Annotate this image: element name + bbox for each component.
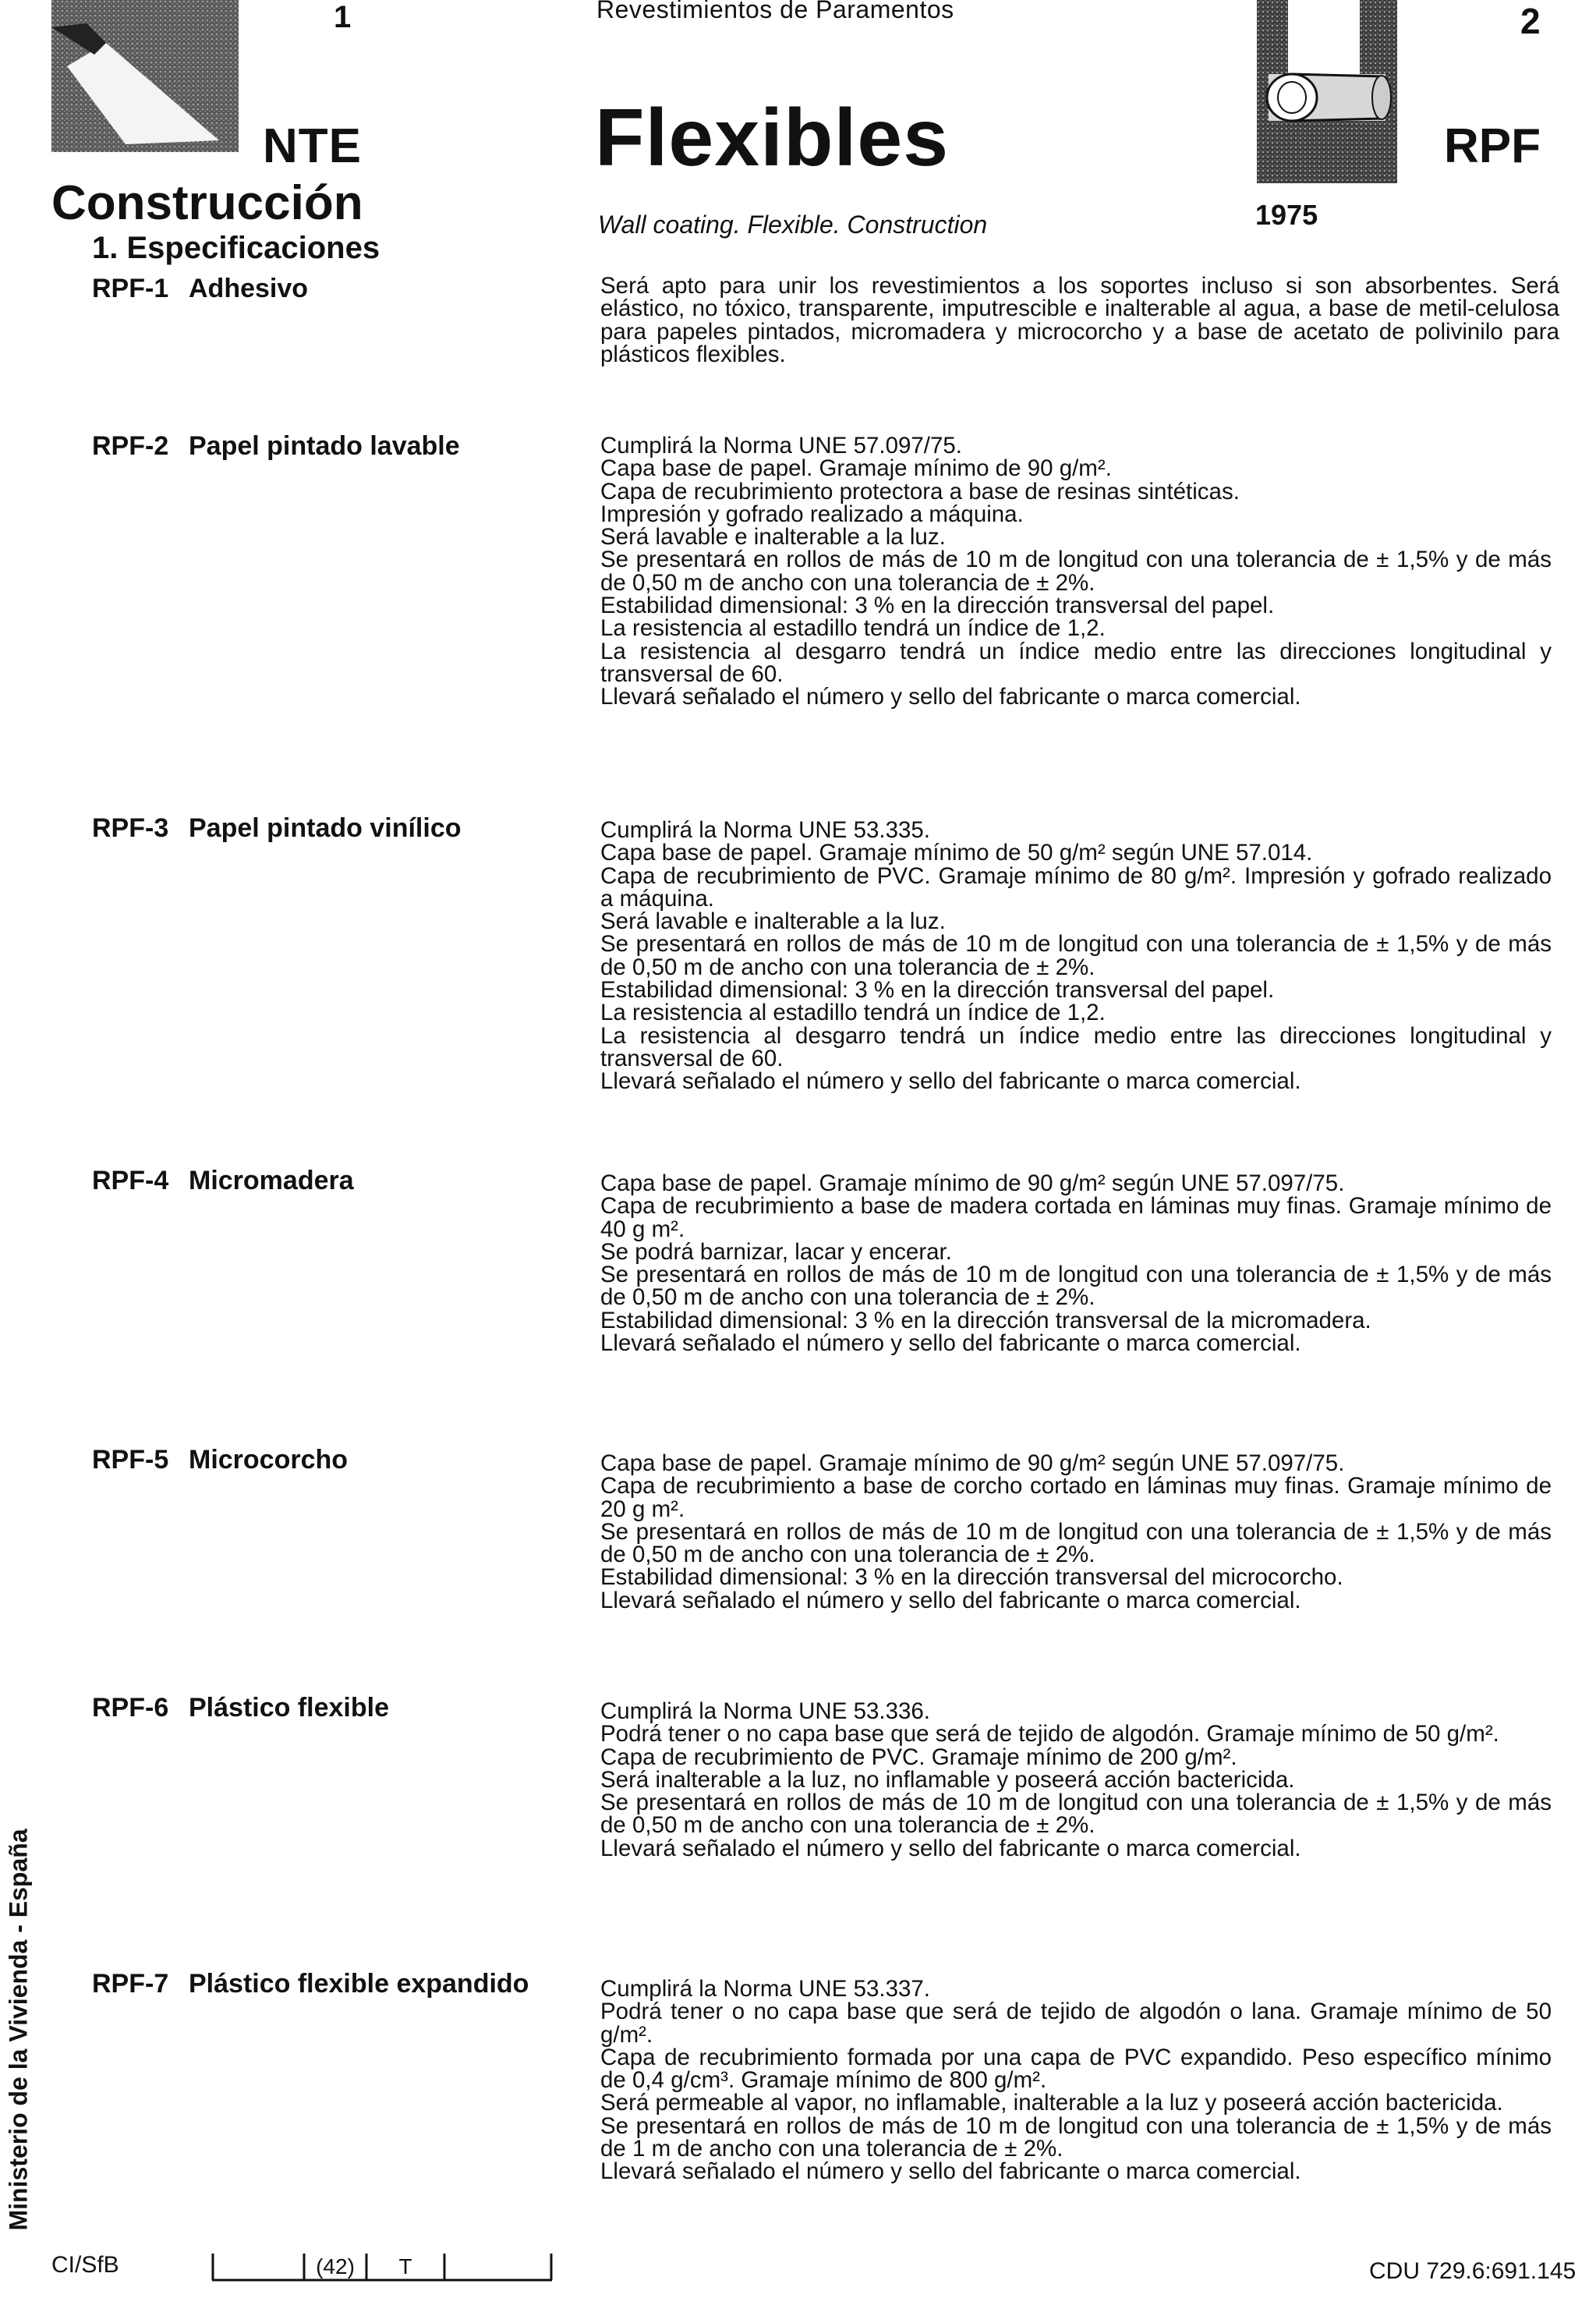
- spec-code: RPF-6: [92, 1693, 169, 1723]
- spec-line: Llevará señalado el número y sello del fabricante o marca comercial.: [600, 684, 1301, 710]
- spec-name: Plástico flexible expandido: [189, 1969, 529, 1999]
- nte-trowel-logo: [51, 0, 239, 152]
- spec-line: Capa base de papel. Gramaje mínimo de 90 g/m².: [600, 455, 1112, 482]
- spec-line: Podrá tener o no capa base que será de tejido de algodón. Gramaje mínimo de 50 g/m².: [600, 1721, 1499, 1747]
- spec-line: Cumplirá la Norma UNE 53.336.: [600, 1698, 930, 1724]
- cisfb-label: CI/SfB: [51, 2252, 119, 2278]
- spec-line: Será permeable al vapor, no inflamable, inalterable a la luz y poseerá acción bactericida.: [600, 2090, 1503, 2116]
- english-subtitle: Wall coating. Flexible. Construction: [598, 211, 988, 239]
- spec-code: RPF-3: [92, 813, 169, 843]
- spec-line: Impresión y gofrado realizado a máquina.: [600, 501, 1024, 527]
- spec-line: Podrá tener o no capa base que será de tejido de algodón o lana. Gramaje mínimo de 50 g/m².: [600, 1999, 1552, 2048]
- spec-line: Cumplirá la Norma UNE 57.097/75.: [600, 433, 963, 459]
- spec-body: [600, 1700, 1552, 1860]
- spec-name: Adhesivo: [189, 274, 309, 303]
- spec-line: La resistencia al desgarro tendrá un índice medio entre las direcciones longitudinal y transversal de 60.: [600, 1022, 1552, 1071]
- page-number-right: 2: [1520, 1, 1541, 41]
- spec-line: La resistencia al estadillo tendrá un índice de 1,2.: [600, 1000, 1106, 1026]
- spec-line: Se presentará en rollos de más de 10 m de longitud con una tolerancia de ± 1,5% y de más de 0,50 m de ancho con una tolerancia de ± 2%.: [600, 1518, 1552, 1568]
- spec-line: La resistencia al estadillo tendrá un índice de 1,2.: [600, 615, 1106, 642]
- spec-line: Capa base de papel. Gramaje mínimo de 90 g/m² según UNE 57.097/75.: [600, 1170, 1345, 1196]
- spec-name: Micromadera: [189, 1166, 354, 1195]
- document-code: RPF: [1444, 119, 1541, 173]
- document-year: 1975: [1255, 199, 1318, 231]
- spec-line: Llevará señalado el número y sello del fabricante o marca comercial.: [600, 1835, 1301, 1861]
- spec-line: Capa de recubrimiento a base de madera cortada en láminas muy finas. Gramaje mínimo de 40 g m².: [600, 1193, 1552, 1242]
- spec-line: Se presentará en rollos de más de 10 m de longitud con una tolerancia de ± 1,5% y de más de 0,50 m de ancho con una tolerancia de ± 2%.: [600, 547, 1552, 596]
- spec-line: Se presentará en rollos de más de 10 m de longitud con una tolerancia de ± 1,5% y de más de 1 m de ancho con una tolerancia de ± 2%.: [600, 2112, 1552, 2162]
- document-subject: Revestimientos de Paramentos: [596, 0, 954, 23]
- page-number-left: 1: [334, 0, 352, 34]
- section-heading: 1. Especificaciones: [92, 231, 380, 265]
- spec-name: Microcorcho: [189, 1445, 349, 1475]
- spec-body: [600, 819, 1552, 1093]
- spec-line: Capa de recubrimiento a base de corcho cortado en láminas muy finas. Gramaje mínimo de 20 g m².: [600, 1473, 1552, 1522]
- construccion-label: Construcción: [51, 176, 363, 230]
- spec-body: [600, 1452, 1552, 1612]
- cisfb-code-42: (42): [316, 2254, 355, 2279]
- spec-name: Papel pintado lavable: [189, 431, 460, 461]
- cdu-code: CDU 729.6:691.145: [1369, 2258, 1577, 2284]
- spec-line: Capa base de papel. Gramaje mínimo de 90 g/m² según UNE 57.097/75.: [600, 1450, 1345, 1476]
- spec-line: La resistencia al desgarro tendrá un índice medio entre las direcciones longitudinal y transversal de 60.: [600, 638, 1552, 687]
- spec-name: Plástico flexible: [189, 1693, 389, 1723]
- spec-line: Llevará señalado el número y sello del fabricante o marca comercial.: [600, 1330, 1301, 1357]
- spec-line: Capa de recubrimiento de PVC. Gramaje mínimo de 200 g/m².: [600, 1744, 1237, 1770]
- spec-code: RPF-5: [92, 1445, 169, 1475]
- spec-code: RPF-2: [92, 431, 169, 461]
- spec-line: Capa base de papel. Gramaje mínimo de 50 g/m² según UNE 57.014.: [600, 840, 1313, 866]
- ministry-side-label: Ministerio de la Vivienda - España: [4, 1829, 33, 2231]
- spec-body: [600, 274, 1559, 366]
- spec-code: RPF-4: [92, 1166, 169, 1195]
- spec-line: Se presentará en rollos de más de 10 m de longitud con una tolerancia de ± 1,5% y de más de 0,50 m de ancho con una tolerancia de ± 2%.: [600, 931, 1552, 980]
- spec-line: Se presentará en rollos de más de 10 m de longitud con una tolerancia de ± 1,5% y de más de 0,50 m de ancho con una tolerancia de ± 2%.: [600, 1790, 1552, 1839]
- spec-line: Será lavable e inalterable a la luz.: [600, 908, 946, 935]
- spec-line: Estabilidad dimensional: 3 % en la dirección transversal de la micromadera.: [600, 1307, 1371, 1333]
- spec-line: Capa de recubrimiento de PVC. Gramaje mínimo de 80 g/m². Impresión y gofrado realizado a máquina.: [600, 862, 1552, 912]
- spec-line: Cumplirá la Norma UNE 53.337.: [600, 1976, 930, 2002]
- nte-label: NTE: [263, 119, 362, 173]
- spec-line: Se podrá barnizar, lacar y encerar.: [600, 1238, 952, 1265]
- cisfb-classification-box: [211, 2246, 554, 2285]
- spec-line: Estabilidad dimensional: 3 % en la dirección transversal del papel.: [600, 977, 1275, 1004]
- spec-line: Capa de recubrimiento formada por una capa de PVC expandido. Peso específico mínimo de 0,4 g/cm³. Gramaje mínimo de 800 g/m².: [600, 2044, 1552, 2094]
- spec-line: Estabilidad dimensional: 3 % en la dirección transversal del microcorcho.: [600, 1564, 1343, 1591]
- spec-body: [600, 434, 1552, 709]
- spec-line: Llevará señalado el número y sello del fabricante o marca comercial.: [600, 1587, 1301, 1613]
- spec-line: Será lavable e inalterable a la luz.: [600, 524, 946, 551]
- spec-line: Llevará señalado el número y sello del fabricante o marca comercial.: [600, 1068, 1301, 1095]
- spec-line: Será apto para unir los revestimientos a los soportes incluso si son absorbentes. Será elástico, no tóxico, transparente, imputrescible e inalterable al agua, a base de metil-celulosa para papeles pintados, micromadera y microcorcho y a base de acetato de polivinilo para plásticos flexibles.: [600, 273, 1559, 367]
- spec-line: Se presentará en rollos de más de 10 m de longitud con una tolerancia de ± 1,5% y de más de 0,50 m de ancho con una tolerancia de ± 2%.: [600, 1262, 1552, 1311]
- spec-name: Papel pintado vinílico: [189, 813, 462, 843]
- spec-code: RPF-1: [92, 274, 169, 303]
- page-title: Flexibles: [595, 93, 950, 183]
- spec-line: Cumplirá la Norma UNE 53.335.: [600, 817, 930, 843]
- spec-line: Estabilidad dimensional: 3 % en la dirección transversal del papel.: [600, 593, 1275, 619]
- spec-line: Será inalterable a la luz, no inflamable y poseerá acción bactericida.: [600, 1766, 1295, 1793]
- spec-line: Capa de recubrimiento protectora a base de resinas sintéticas.: [600, 478, 1240, 505]
- spec-body: [600, 1170, 1552, 1357]
- rpf-roll-logo: [1257, 0, 1397, 183]
- spec-line: Llevará señalado el número y sello del fabricante o marca comercial.: [600, 2158, 1301, 2185]
- spec-body: [600, 1978, 1552, 2183]
- spec-code: RPF-7: [92, 1969, 169, 1999]
- cisfb-code-t: T: [398, 2254, 412, 2279]
